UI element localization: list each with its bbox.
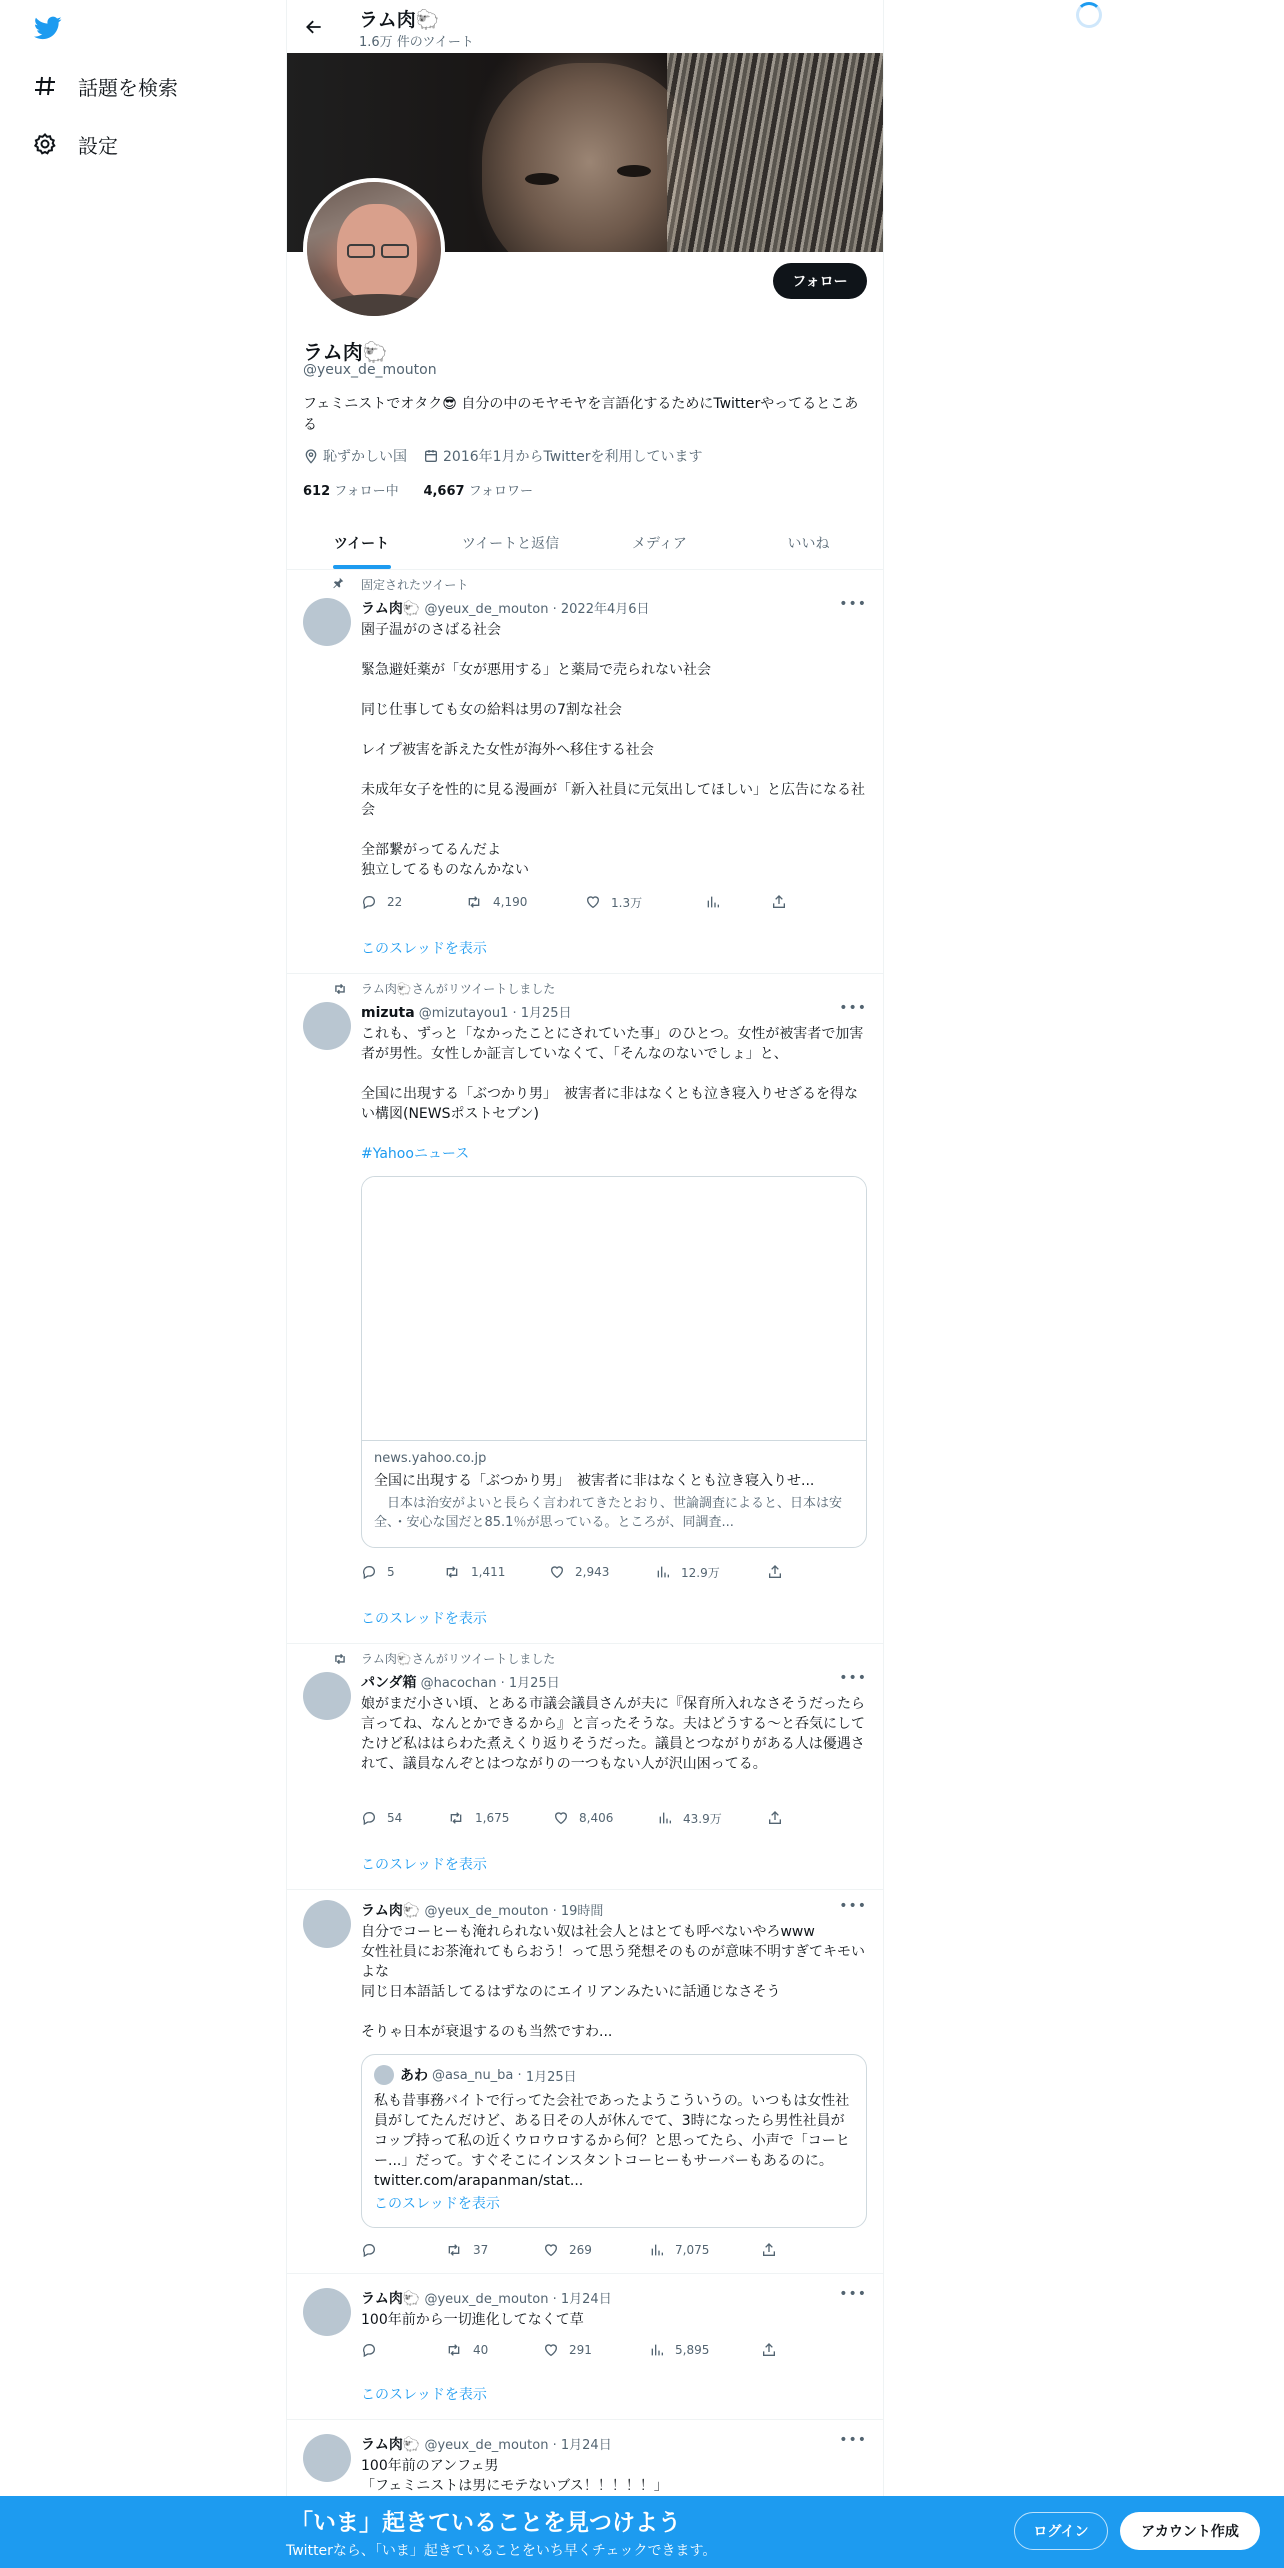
tweet-avatar[interactable] (303, 2434, 351, 2482)
tweet-header: パンダ箱 @hacochan · 1月25日 (361, 1675, 560, 1691)
reply-icon (361, 2242, 377, 2258)
reply-icon (361, 1564, 377, 1580)
tweet-author-handle[interactable]: @yeux_de_mouton (424, 2438, 549, 2453)
tweet-author-handle[interactable]: @yeux_de_mouton (424, 2292, 549, 2307)
header-tweet-count: 1.6万 件のツイート (359, 35, 474, 50)
tweet-text: 100年前のアンフェ男 「フェミニストは男にモテないブス！！！！！」 (361, 2458, 668, 2494)
retweet-button[interactable]: 40 (445, 2342, 543, 2358)
tweet-author-name[interactable]: ラム肉🐑 (361, 2437, 421, 2453)
login-button[interactable]: ログイン (1014, 2512, 1108, 2550)
retweet-button[interactable]: 4,190 (465, 894, 585, 910)
link-card-domain: news.yahoo.co.jp (374, 1451, 487, 1466)
heart-icon (549, 1564, 565, 1580)
tweet-author-handle[interactable]: @yeux_de_mouton (424, 602, 549, 617)
tweet-text: 自分でコーヒーも淹れられない奴は社会人とはとても呼べないやろwww 女性社員にお茶淹れてもらおう！って思う発想そのものが意味不明すぎてキモいよな 同じ日本語話してるはずなのにエイリアンみたいに話通じなさそう そりゃ日本が衰退するのも当然ですわ... (361, 1924, 865, 2040)
share-button[interactable] (767, 1810, 783, 1826)
tab-media[interactable]: メディア (632, 535, 687, 552)
analytics-icon (649, 2342, 665, 2358)
tweet-date[interactable]: 1月25日 (508, 1676, 560, 1691)
retweet-icon (443, 1564, 461, 1580)
views-button[interactable] (705, 894, 771, 910)
tweet-date[interactable]: 1月24日 (560, 2292, 612, 2307)
tweet-author-name[interactable]: ラム肉🐑 (361, 601, 421, 617)
more-options-icon[interactable]: ••• (839, 1670, 867, 1686)
profile-name: ラム肉🐑 (303, 340, 388, 364)
tweet-retweet-hacochan[interactable] (287, 1644, 883, 1890)
profile-joined: 2016年1月からTwitterを利用しています (443, 449, 703, 465)
retweet-context-icon (333, 982, 347, 996)
tweet-author-handle[interactable]: @mizutayou1 (418, 1006, 509, 1021)
more-options-icon[interactable]: ••• (839, 1898, 867, 1914)
analytics-icon (649, 2242, 665, 2258)
tweet-author-name[interactable]: ラム肉🐑 (361, 1903, 421, 1919)
tab-tweets[interactable]: ツイート (287, 516, 436, 569)
followers-label: フォロワー (468, 484, 534, 499)
calendar-icon (423, 448, 439, 464)
like-button[interactable]: 1.3万 (585, 894, 705, 911)
quoted-date: 1月25日 (525, 2069, 577, 2085)
back-arrow-icon[interactable] (301, 14, 327, 40)
main-column (286, 0, 884, 2568)
tweet-avatar[interactable] (303, 1900, 351, 1948)
tweet-avatar[interactable] (303, 1002, 351, 1050)
pinned-label: 固定されたツイート (361, 578, 469, 592)
tweet-actions (361, 1808, 783, 1828)
retweet-context-icon (333, 1652, 347, 1666)
tweet-author-name[interactable]: パンダ箱 (361, 1675, 417, 1691)
more-options-icon[interactable]: ••• (839, 596, 867, 612)
retweet-button[interactable]: 37 (445, 2242, 543, 2258)
share-button[interactable] (761, 2342, 777, 2358)
reply-button[interactable]: 54 (361, 1810, 447, 1826)
more-options-icon[interactable]: ••• (839, 2432, 867, 2448)
signup-banner-subtitle: Twitterなら、「いま」起きていることをいち早くチェックできます。 (286, 2543, 717, 2559)
more-options-icon[interactable]: ••• (839, 2286, 867, 2302)
tweet-header: ラム肉🐑 @yeux_de_mouton · 1月24日 (361, 2437, 612, 2453)
link-card[interactable] (361, 1176, 867, 1548)
tweet-avatar[interactable] (303, 1672, 351, 1720)
tweet-pinned[interactable] (287, 570, 883, 974)
followers-count: 4,667 (423, 484, 465, 499)
link-card-image[interactable] (362, 1177, 866, 1441)
show-thread-link[interactable]: このスレッドを表示 (361, 2387, 487, 2403)
profile-avatar[interactable] (303, 178, 445, 320)
reply-button[interactable] (361, 2242, 445, 2258)
signup-button[interactable]: アカウント作成 (1120, 2512, 1260, 2550)
reply-button[interactable] (361, 2342, 445, 2358)
like-button[interactable]: 269 (543, 2242, 649, 2258)
share-icon (767, 1810, 783, 1826)
share-icon (761, 2242, 777, 2258)
analytics-icon (655, 1564, 671, 1580)
quoted-avatar (374, 2065, 394, 2085)
like-button[interactable]: 8,406 (553, 1810, 657, 1826)
profile-location: 恥ずかしい国 (323, 449, 407, 465)
heart-icon (553, 1810, 569, 1826)
profile-follow-stats (303, 480, 533, 499)
signup-banner-title: 「いま」起きていることを見つけよう (290, 2510, 681, 2536)
tweet-header: ラム肉🐑 @yeux_de_mouton · 2022年4月6日 (361, 601, 650, 617)
quoted-tweet[interactable] (361, 2054, 867, 2228)
retweet-icon (465, 894, 483, 910)
tweet-date[interactable]: 1月24日 (560, 2438, 612, 2453)
quoted-tweet-header: あわ @asa_nu_ba · 1月25日 (374, 2065, 854, 2085)
quoted-author-name: あわ (400, 2068, 428, 2084)
tweet-text: 100年前から一切進化してなくて草 (361, 2312, 584, 2328)
tweet-date[interactable]: 19時間 (560, 1904, 604, 1919)
tweet-author-name[interactable]: mizuta (361, 1005, 415, 1021)
reply-button[interactable]: 22 (361, 894, 465, 910)
views-button[interactable]: 5,895 (649, 2342, 761, 2358)
tweet-actions (361, 892, 787, 912)
nav-settings[interactable] (32, 126, 118, 162)
tweet-quote[interactable] (287, 1890, 883, 2274)
retweet-icon (445, 2342, 463, 2358)
tweet-short[interactable] (287, 2274, 883, 2420)
link-card-description: 日本は治安がよいと長らく言われてきたとおり、世論調査によると、日本は安全、・安心な国だと85.1％が思っている。ところが、同調査... (374, 1496, 843, 1530)
signup-banner (0, 2496, 1284, 2568)
tweet-avatar[interactable] (303, 2288, 351, 2336)
hashtag-link[interactable]: #Yahooニュース (361, 1146, 470, 1162)
nav-explore-label: 話題を検索 (78, 75, 178, 100)
heart-icon (543, 2242, 559, 2258)
profile-meta (303, 446, 718, 466)
share-icon (767, 1564, 783, 1580)
tweet-author-handle[interactable]: @yeux_de_mouton (424, 1904, 549, 1919)
show-thread-link[interactable]: このスレッドを表示 (361, 1857, 487, 1873)
share-icon (771, 894, 787, 910)
tweet-retweet-mizuta[interactable] (287, 974, 883, 1644)
following-link[interactable] (303, 484, 399, 499)
reply-icon (361, 1810, 377, 1826)
tweet-hashtag (361, 1144, 867, 1164)
pin-icon (331, 576, 345, 590)
tweet-text: 園子温がのさばる社会 緊急避妊薬が「女が悪用する」と薬局で売られない社会 同じ仕事しても女の給料は男の7割な社会 レイプ被害を訴えた女性が海外へ移住する社会 未成年女子を性的に見る漫画が「新入社員に元気出してほしい」と広告になる社会 全部繋がってるんだよ 独立してるものなんかない (361, 622, 865, 878)
analytics-icon (657, 1810, 673, 1826)
followers-link[interactable] (423, 484, 533, 499)
reply-button[interactable]: 5 (361, 1564, 443, 1580)
analytics-icon (705, 894, 721, 910)
reply-icon (361, 894, 377, 910)
tweet-actions (361, 2240, 777, 2260)
quoted-show-thread-link[interactable]: このスレッドを表示 (374, 2196, 500, 2212)
heart-icon (543, 2342, 559, 2358)
tweet-actions (361, 1562, 783, 1582)
tweet-date[interactable]: 1月25日 (520, 1006, 572, 1021)
tweet-date[interactable]: 2022年4月6日 (560, 602, 650, 617)
retweet-button[interactable]: 1,675 (447, 1810, 553, 1826)
share-icon (761, 2342, 777, 2358)
tweet-avatar[interactable] (303, 598, 351, 646)
tweet-actions (361, 2340, 777, 2360)
profile-tabs (287, 516, 883, 570)
views-button[interactable]: 7,075 (649, 2242, 761, 2258)
location-icon (303, 448, 319, 464)
like-button[interactable]: 291 (543, 2342, 649, 2358)
tweet-header: ラム肉🐑 @yeux_de_mouton · 1月24日 (361, 2291, 612, 2307)
tweet-text: 娘がまだ小さい頃、とある市議会議員さんが夫に『保育所入れなさそうだったら言ってね、なんとかできるから』と言ったそうな。夫はどうする～と呑気にしてたけど私ははらわた煮えくり返りそうだった。議員とつながりがある人は優遇されて、議員なんぞとはつながりの一つもない人が沢山困ってる。 (361, 1696, 865, 1772)
nav-explore[interactable] (32, 68, 178, 104)
left-nav (0, 0, 286, 200)
share-button[interactable] (767, 1564, 783, 1580)
profile-handle: @yeux_de_mouton (303, 362, 437, 378)
follow-button[interactable]: フォロー (773, 263, 867, 299)
tweet-header: ラム肉🐑 @yeux_de_mouton · 19時間 (361, 1903, 604, 1919)
profile-header-bar (287, 0, 883, 53)
link-card-title: 全国に出現する「ぶつかり男」 被害者に非はなくとも泣き寝入りせ... (374, 1473, 815, 1489)
tweet-header: mizuta @mizutayou1 · 1月25日 (361, 1005, 572, 1021)
quoted-author-handle: @asa_nu_ba (432, 2067, 514, 2083)
reply-icon (361, 2342, 377, 2358)
gear-icon (32, 131, 58, 157)
nav-settings-label: 設定 (78, 133, 118, 158)
following-count: 612 (303, 484, 331, 499)
retweeted-by-label[interactable]: ラム肉🐑さんがリツイートしました (361, 1652, 556, 1666)
retweet-icon (447, 1810, 465, 1826)
retweeted-by-label[interactable]: ラム肉🐑さんがリツイートしました (361, 982, 556, 996)
views-button[interactable]: 12.9万 (655, 1564, 767, 1581)
retweet-button[interactable]: 1,411 (443, 1564, 549, 1580)
heart-icon (585, 894, 601, 910)
tab-likes[interactable]: いいね (787, 535, 830, 552)
tweet-author-name[interactable]: ラム肉🐑 (361, 2291, 421, 2307)
share-button[interactable] (761, 2242, 777, 2258)
show-thread-link[interactable]: このスレッドを表示 (361, 1611, 487, 1627)
tweet-author-handle[interactable]: @hacochan (420, 1676, 497, 1691)
like-button[interactable]: 2,943 (549, 1564, 655, 1580)
retweet-icon (445, 2242, 463, 2258)
more-options-icon[interactable]: ••• (839, 1000, 867, 1016)
show-thread-link[interactable]: このスレッドを表示 (361, 941, 487, 957)
share-button[interactable] (771, 894, 787, 910)
views-button[interactable]: 43.9万 (657, 1810, 767, 1827)
profile-bio: フェミニストでオタク😎 自分の中のモヤモヤを言語化するためにTwitterやってるとこある (303, 396, 859, 433)
tab-tweets-and-replies[interactable]: ツイートと返信 (461, 535, 560, 552)
twitter-logo-icon[interactable] (32, 14, 64, 42)
header-title: ラム肉🐑 (359, 9, 440, 31)
tweet-text: これも、ずっと「なかったことにされていた事」のひとつ。女性が被害者で加害者が男性。女性しか証言していなくて、「そんなのないでしょ」と、 全国に出現する「ぶつかり男」 被害者に非はなくとも泣き寝入りせざるを得ない構図(NEWSポストセブン) (361, 1026, 864, 1122)
quoted-text: 私も昔事務バイトで行ってた会社であったようこういうの。いつもは女性社員がしてたんだけど、ある日その人が休んでて、3時になったら男性社員がコップ持って私の近くウロウロするから何？と思ってたら、小声で「コーヒー...」だって。すぐそこにインスタントコーヒーもサーバーもあるのに。 twitter.com/arapanman/stat... (374, 2093, 850, 2189)
following-label: フォロー中 (334, 484, 399, 499)
hashtag-icon (32, 73, 58, 99)
loading-spinner-icon (1076, 2, 1102, 28)
